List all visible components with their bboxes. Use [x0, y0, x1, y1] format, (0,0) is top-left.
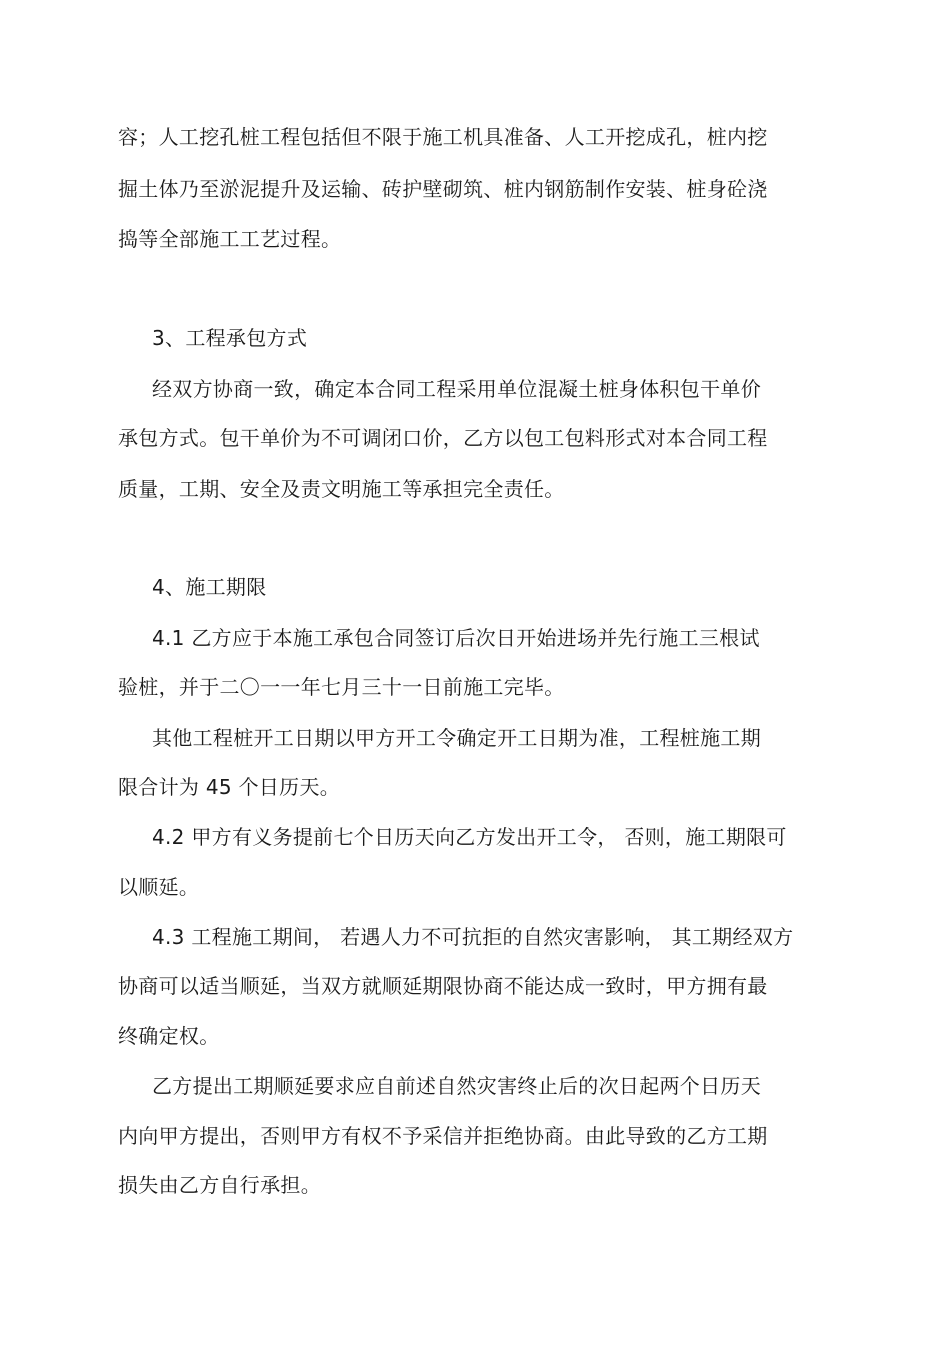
section-heading: 4、施工期限	[152, 575, 267, 599]
text-line: 协商可以适当顺延，当双方就顺延期限协商不能达成一致时，甲方拥有最	[118, 974, 768, 998]
text-line: 经双方协商一致，确定本合同工程采用单位混凝土桩身体积包干单价	[152, 377, 761, 401]
text-line: 质量，工期、安全及责文明施工等承担完全责任。	[118, 477, 565, 501]
text-line: 掘土体乃至淤泥提升及运输、砖护壁砌筑、桩内钢筋制作安装、桩身砼浇	[118, 177, 768, 201]
text-line: 捣等全部施工工艺过程。	[118, 227, 342, 251]
text-line: 乙方提出工期顺延要求应自前述自然灾害终止后的次日起两个日历天	[152, 1074, 761, 1098]
text-line: 4.3 工程施工期间， 若遇人力不可抗拒的自然灾害影响， 其工期经双方	[152, 925, 794, 949]
text-line: 4.2 甲方有义务提前七个日历天向乙方发出开工令， 否则，施工期限可	[152, 825, 787, 849]
text-line: 损失由乙方自行承担。	[118, 1173, 321, 1197]
text-line: 验桩，并于二〇一一年七月三十一日前施工完毕。	[118, 675, 565, 699]
text-line: 内向甲方提出，否则甲方有权不予采信并拒绝协商。由此导致的乙方工期	[118, 1124, 768, 1148]
text-line: 容；人工挖孔桩工程包括但不限于施工机具准备、人工开挖成孔，桩内挖	[118, 125, 768, 149]
text-line: 终确定权。	[118, 1024, 220, 1048]
text-line: 其他工程桩开工日期以甲方开工令确定开工日期为准，工程桩施工期	[152, 726, 761, 750]
text-line: 限合计为 45 个日历天。	[118, 775, 341, 799]
text-line: 承包方式。包干单价为不可调闭口价，乙方以包工包料形式对本合同工程	[118, 426, 768, 450]
text-line: 以顺延。	[118, 875, 200, 899]
section-heading: 3、工程承包方式	[152, 326, 308, 350]
text-line: 4.1 乙方应于本施工承包合同签订后次日开始进场并先行施工三根试	[152, 626, 760, 650]
